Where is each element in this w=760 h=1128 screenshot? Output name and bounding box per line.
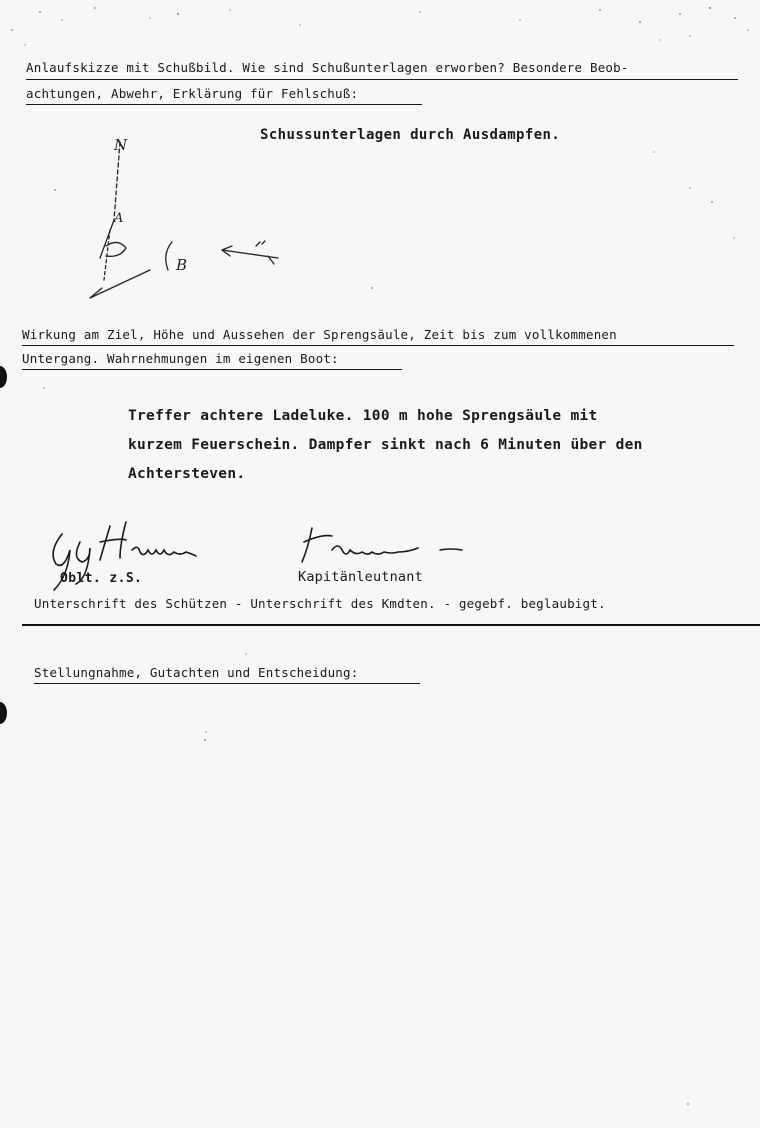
section2-answer-line2: kurzem Feuerschein. Dampfer sinkt nach 6 Minuten über den bbox=[128, 437, 643, 453]
signature-caption: Unterschrift des Schützen - Unterschrift des Kmdten. - gegebf. beglaubigt. bbox=[34, 596, 606, 611]
section2-answer-line3: Achtersteven. bbox=[128, 466, 246, 482]
section2-heading-underline1 bbox=[22, 345, 734, 346]
section2-answer bbox=[128, 402, 740, 489]
section2-answer-line1: Treffer achtere Ladeluke. 100 m hohe Sprengsäule mit bbox=[128, 408, 598, 424]
section1-heading-line1: Anlaufskizze mit Schußbild. Wie sind Schußunterlagen erworben? Besondere Beob- bbox=[26, 60, 629, 75]
section1-heading-underline2 bbox=[26, 104, 422, 105]
section1-answer: Schussunterlagen durch Ausdampfen. bbox=[260, 127, 561, 143]
section-divider bbox=[22, 624, 760, 626]
section1-heading-line2: achtungen, Abwehr, Erklärung für Fehlschuß: bbox=[26, 86, 359, 101]
section2-heading-line2: Untergang. Wahrnehmungen im eigenen Boot: bbox=[22, 351, 339, 366]
section3-heading: Stellungnahme, Gutachten und Entscheidung: bbox=[34, 665, 359, 680]
section1-heading-underline1 bbox=[26, 79, 738, 80]
attack-sketch bbox=[80, 130, 300, 310]
section2-heading-underline2 bbox=[22, 369, 402, 370]
section3-heading-underline bbox=[34, 683, 420, 684]
commander-rank: Kapitänleutnant bbox=[298, 569, 423, 585]
sketch-label-a: A bbox=[114, 211, 124, 226]
shooter-rank: Oblt. z.S. bbox=[60, 571, 143, 586]
section2-heading-line1: Wirkung am Ziel, Höhe und Aussehen der Sprengsäule, Zeit bis zum vollkommenen bbox=[22, 327, 617, 342]
sketch-label-b: B bbox=[176, 256, 188, 274]
commander-signature bbox=[290, 520, 470, 570]
sketch-label-n: N bbox=[114, 136, 128, 154]
